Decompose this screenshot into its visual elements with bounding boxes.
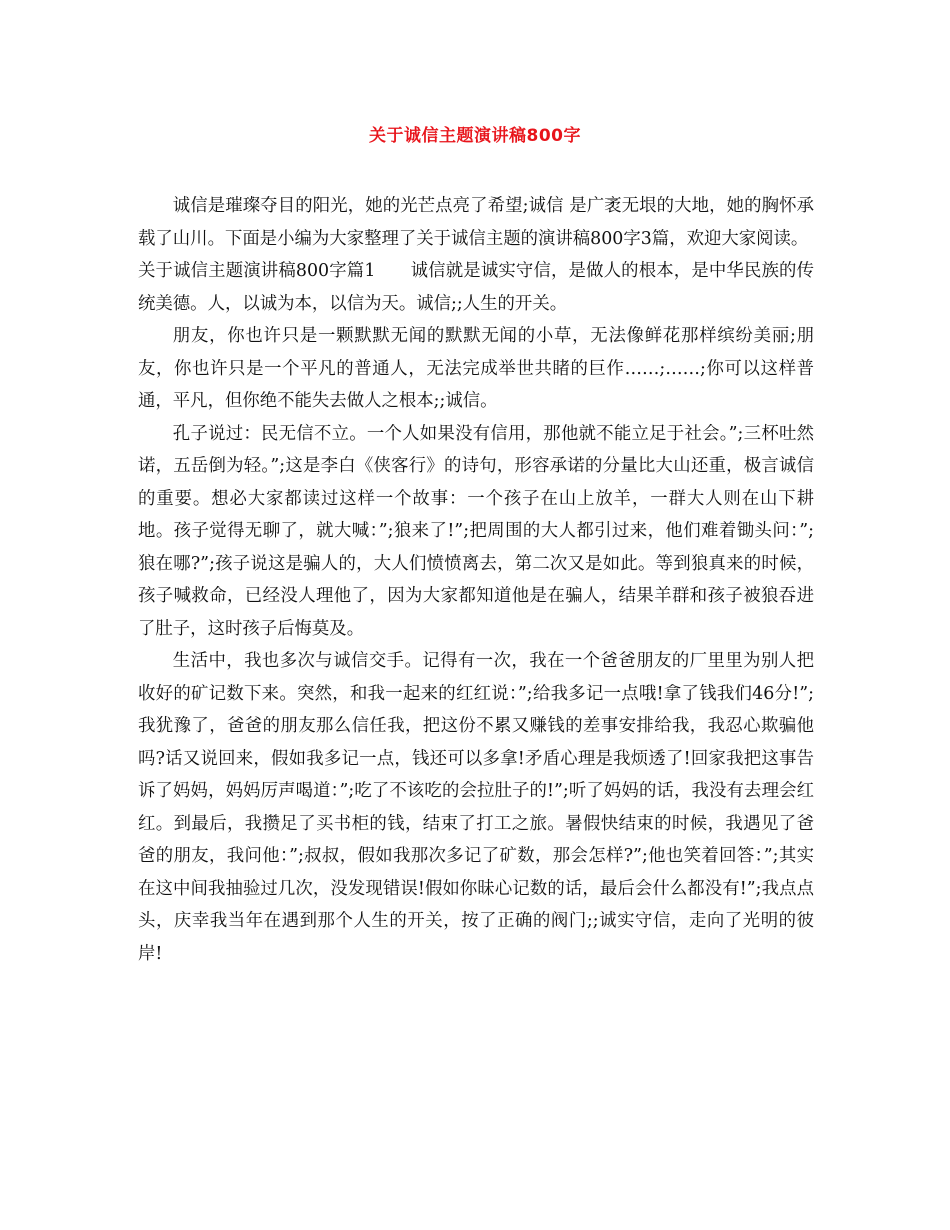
body-paragraph: 朋友，你也许只是一颗默默无闻的默默无闻的小草，无法像鲜花那样缤纷美丽;朋友，你也许只是一个平凡的普通人，无法完成举世共睹的巨作……;……;你可以这样普通，平凡，但你绝不能失去做人之根本;;诚信。 — [138, 326, 814, 411]
body-paragraph: 生活中，我也多次与诚信交手。记得有一次，我在一个爸爸朋友的厂里里为别人把收好的矿记数下来。突然，和我一起来的红红说：”;给我多记一点哦!拿了钱我们46分!”;我犹豫了，爸爸的朋友那么信任我，把这份不累又赚钱的差事安排给我，我忍心欺骗他吗?话又说回来，假如我多记一点，钱还可以多拿!矛盾心理是我烦透了!回家我把这事告诉了妈妈，妈妈厉声喝道：”;吃了不该吃的会拉肚子的!”;听了妈妈的话，我没有去理会红红。到最后，我攒足了买书柜的钱，结束了打工之旅。暑假快结束的时候，我遇见了爸爸的朋友，我问他：”;叔叔，假如我那次多记了矿数，那会怎样?”;他也笑着回答：”;其实在这中间我抽验过几次，没发现错误!假如你昧心记数的话，最后会什么都没有!”;我点点头，庆幸我当年在遇到那个人生的开关，按了正确的阀门;;诚实守信，走向了光明的彼岸! — [138, 651, 814, 964]
document-body — [138, 190, 814, 970]
intro-paragraph: 诚信是璀璨夺目的阳光，她的光芒点亮了希望;诚信 是广袤无垠的大地，她的胸怀承载了山川。下面是小编为大家整理了关于诚信主题的演讲稿800字3篇，欢迎大家阅读。 — [138, 196, 814, 249]
body-paragraph: 孔子说过：民无信不立。一个人如果没有信用，那他就不能立足于社会。”;三杯吐然诺，五岳倒为轻。”;这是李白《侠客行》的诗句，形容承诺的分量比大山还重，极言诚信的重要。想必大家都读过这样一个故事：一个孩子在山上放羊，一群大人则在山下耕地。孩子觉得无聊了，就大喊：”;狼来了!”;把周围的大人都引过来，他们难着锄头问：”;狼在哪?”;孩子说这是骗人的，大人们愤愤离去，第二次又是如此。等到狼真来的时候，孩子喊救命，已经没人理他了，因为大家都知道他是在骗人，结果羊群和孩子被狼吞进了肚子，这时孩子后悔莫及。 — [138, 423, 814, 639]
section-heading-paragraph: 关于诚信主题演讲稿800字篇1 诚信就是诚实守信，是做人的根本，是中华民族的传统美德。人，以诚为本，以信为天。诚信;;人生的开关。 — [138, 261, 814, 314]
document-title: 关于诚信主题演讲稿800字 — [369, 126, 581, 146]
